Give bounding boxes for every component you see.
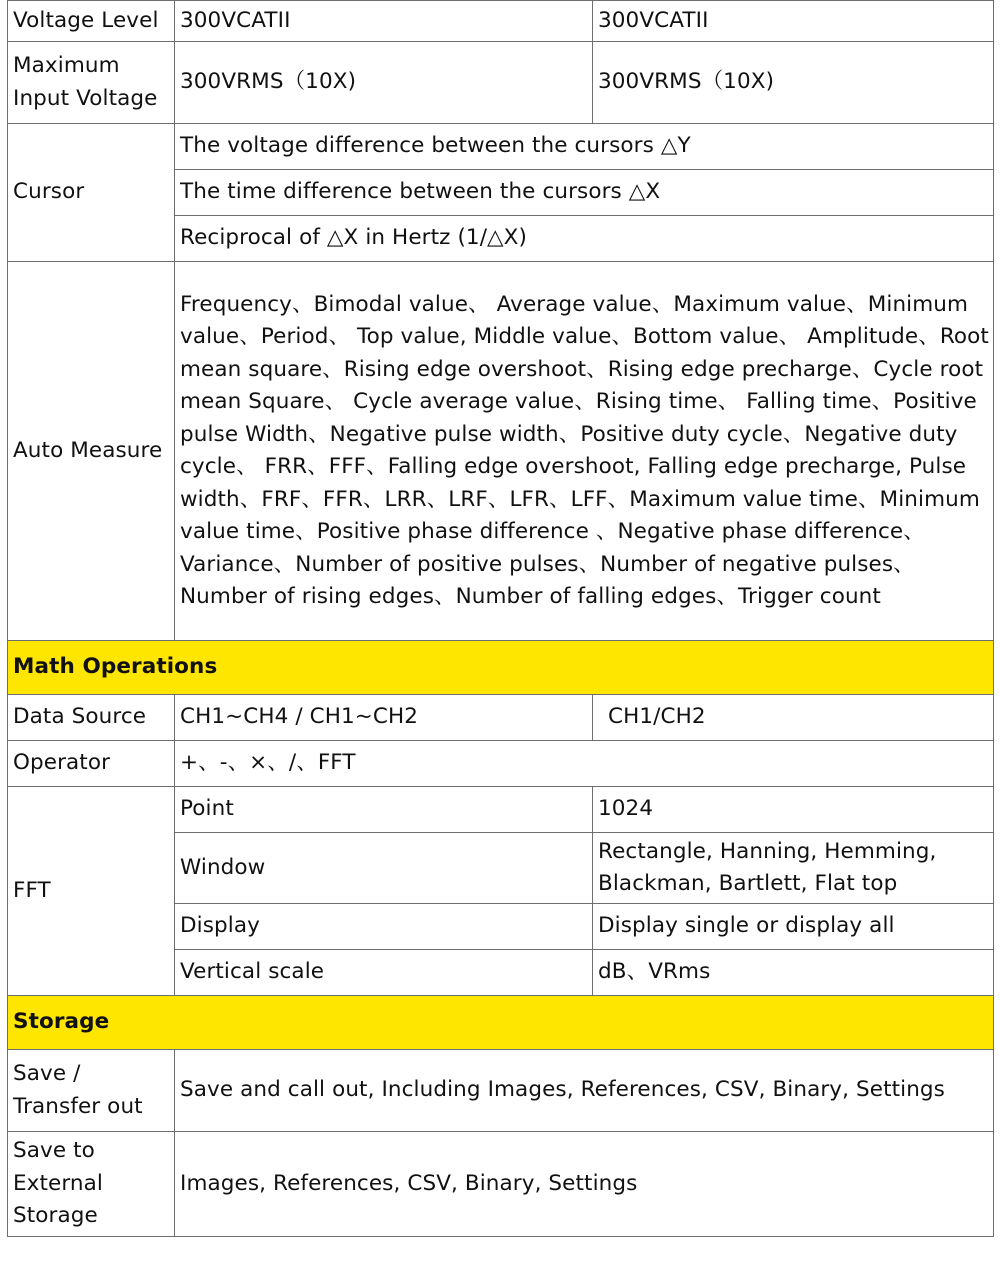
- section-title: Storage: [8, 996, 994, 1050]
- cursor-item: The voltage difference between the cursors △Y: [175, 124, 994, 170]
- max-input-voltage-label: Maximum Input Voltage: [8, 42, 175, 124]
- fft-param-name: Vertical scale: [175, 950, 593, 996]
- save-transfer-value: Save and call out, Including Images, References, CSV, Binary, Settings: [175, 1050, 994, 1132]
- spec-table: [7, 0, 994, 1237]
- fft-param-value: dB、VRms: [593, 950, 994, 996]
- fft-param-name: Point: [175, 787, 593, 833]
- section-storage: [8, 996, 994, 1050]
- voltage-level-value-2: 300VCATII: [593, 1, 994, 42]
- save-external-value: Images, References, CSV, Binary, Settings: [175, 1132, 994, 1237]
- cursor-label: Cursor: [8, 124, 175, 262]
- row-fft-point: [8, 787, 994, 833]
- data-source-value-1: CH1~CH4 / CH1~CH2: [175, 695, 593, 741]
- save-transfer-label: Save / Transfer out: [8, 1050, 175, 1132]
- max-input-voltage-value-2: 300VRMS（10X): [593, 42, 994, 124]
- operator-label: Operator: [8, 741, 175, 787]
- fft-param-value: Rectangle, Hanning, Hemming, Blackman, Bartlett, Flat top: [593, 833, 994, 904]
- cursor-item: Reciprocal of △X in Hertz (1/△X): [175, 216, 994, 262]
- voltage-level-label: Voltage Level: [8, 1, 175, 42]
- row-operator: [8, 741, 994, 787]
- fft-param-name: Window: [175, 833, 593, 904]
- row-cursor-1: [8, 124, 994, 170]
- fft-label: FFT: [8, 787, 175, 996]
- row-auto-measure: [8, 262, 994, 641]
- max-input-voltage-value-1: 300VRMS（10X): [175, 42, 593, 124]
- data-source-value-2: CH1/CH2: [593, 695, 994, 741]
- fft-param-value: Display single or display all: [593, 904, 994, 950]
- row-voltage-level: [8, 1, 994, 42]
- auto-measure-list: Frequency、Bimodal value、 Average value、Maximum value、Minimum value、Period、 Top value, Middle value、Bottom value、 Amplitude、Root mean square、Rising edge overshoot、Rising edge precharge、Cycle root mean Square、 Cycle average value、Rising time、 Falling time、Positive pulse Width、Negative pulse width、Positive duty cycle、Negative duty cycle、 FRR、FFF、Falling edge overshoot, Falling edge precharge, Pulse width、FRF、FFR、LRR、LRF、LFR、LFF、Maximum value time、Minimum value time、Positive phase difference 、Negative phase difference、Variance、Number of positive pulses、Number of negative pulses、Number of rising edges、Number of falling edges、Trigger count: [175, 262, 994, 641]
- voltage-level-value-1: 300VCATII: [175, 1, 593, 42]
- fft-param-name: Display: [175, 904, 593, 950]
- row-data-source: [8, 695, 994, 741]
- cursor-item: The time difference between the cursors △X: [175, 170, 994, 216]
- row-max-input-voltage: [8, 42, 994, 124]
- row-save-external: [8, 1132, 994, 1237]
- section-title: Math Operations: [8, 641, 994, 695]
- fft-param-value: 1024: [593, 787, 994, 833]
- data-source-label: Data Source: [8, 695, 175, 741]
- auto-measure-label: Auto Measure: [8, 262, 175, 641]
- row-save-transfer: [8, 1050, 994, 1132]
- save-external-label: Save to External Storage: [8, 1132, 175, 1237]
- operator-value: +、-、×、/、FFT: [175, 741, 994, 787]
- section-math-operations: [8, 641, 994, 695]
